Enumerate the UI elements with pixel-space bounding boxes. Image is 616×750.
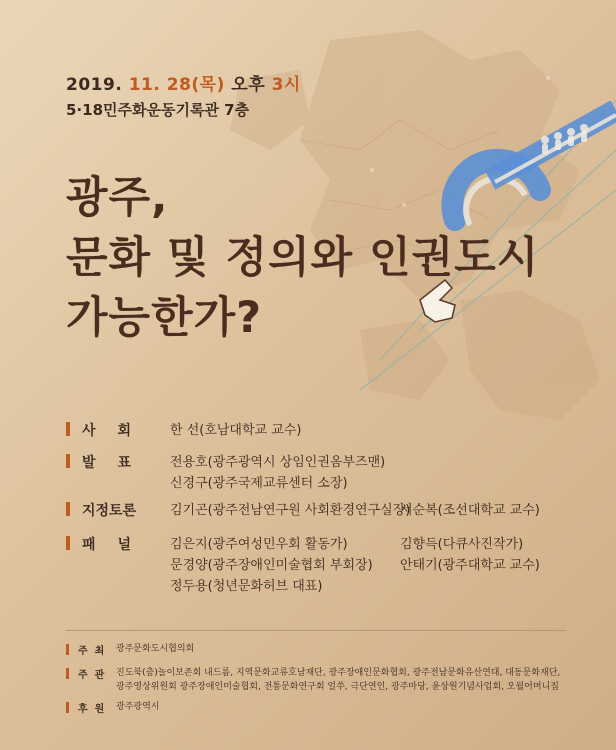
person-entry: 전용호(광주광역시 상임인권옴부즈맨) <box>170 455 386 470</box>
accent-bar <box>66 502 70 516</box>
accent-bar <box>66 668 69 679</box>
program-names <box>170 420 301 441</box>
program-names-right <box>400 500 540 521</box>
footer-text-line: 광주영상위원회 광주장애인미술협회, 전통문화연구회 얼쑤, 극단연인, 광주마당, 윤상원기념사업회, 오월어머니집 <box>116 682 559 692</box>
person-entry: 김기곤(광주전남연구원 사회환경연구실장) <box>170 503 411 518</box>
event-header <box>66 70 301 120</box>
date-year: 2019. <box>66 75 123 95</box>
footer-label: 주최 <box>78 646 112 657</box>
accent-bar <box>66 702 69 713</box>
person-entry: 정두용(청년문화허브 대표) <box>170 579 323 594</box>
accent-bar <box>66 454 70 468</box>
date-time-hour: 3시 <box>271 75 301 95</box>
title-line-2: 문화 및 정의와 인권도시 <box>66 233 540 283</box>
program-label: 지정토론 <box>82 503 137 519</box>
program-names <box>170 534 373 597</box>
person-entry: 한 선(호남대학교 교수) <box>170 423 302 438</box>
program-names-right <box>400 534 540 576</box>
person-entry: 김은지(광주여성민우회 활동가) <box>170 537 348 552</box>
program-label: 사회 <box>82 423 154 439</box>
person-entry: 서순복(조선대학교 교수) <box>400 503 540 518</box>
footer-label: 후원 <box>78 704 112 715</box>
person-entry: 신경구(광주국제교류센터 소장) <box>170 476 348 491</box>
accent-bar <box>66 644 69 655</box>
footer-divider <box>66 630 566 631</box>
accent-bar <box>66 422 70 436</box>
date-time-label: 오후 <box>231 75 266 95</box>
program-label: 발표 <box>82 455 154 471</box>
footer-text: 광주문화도시협의회 <box>116 644 195 654</box>
title-line-3: 가능한가? <box>66 293 263 343</box>
title-line-1: 광주, <box>66 173 169 223</box>
footer-text: 광주광역시 <box>116 702 160 712</box>
person-entry: 안태기(광주대학교 교수) <box>400 558 540 573</box>
person-entry: 김향득(다큐사진작가) <box>400 537 524 552</box>
event-title <box>66 168 546 348</box>
footer-label: 주관 <box>78 670 112 681</box>
program-names <box>170 500 410 521</box>
program-label: 패널 <box>82 537 154 553</box>
date-day: 11. 28(목) <box>128 75 225 95</box>
footer-text <box>116 666 560 694</box>
person-entry: 문경양(광주장애인미술협회 부회장) <box>170 558 373 573</box>
footer-text-line: 진도북(춤)놀이보존회 내드름, 지역문화교류호남재단, 광주장애인문화협회, 광주전남문화유산연대, 대동문화재단, <box>116 668 561 678</box>
event-date <box>66 70 301 95</box>
accent-bar <box>66 536 70 550</box>
program-names <box>170 452 385 494</box>
event-venue: 5·18민주화운동기록관 7층 <box>66 101 250 119</box>
